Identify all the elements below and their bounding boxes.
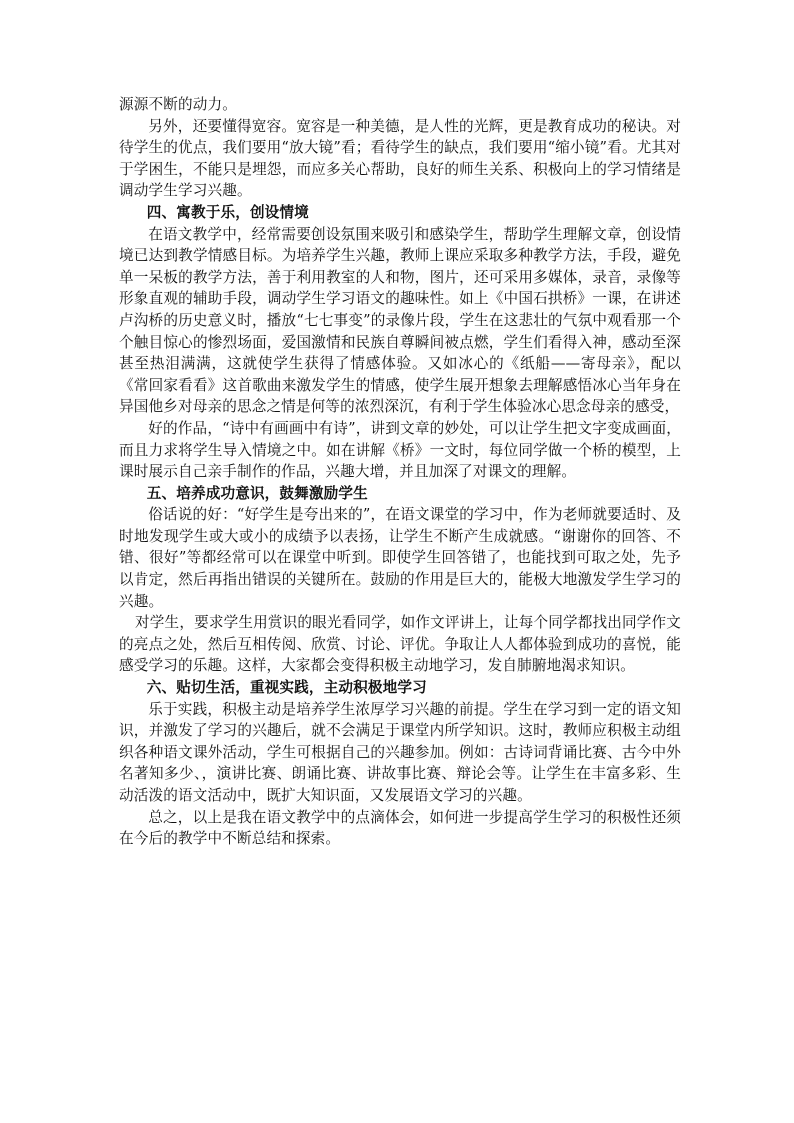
paragraph-tolerance: 另外，还要懂得宽容。宽容是一种美德，是人性的光辉，更是教育成功的秘诀。对待学生的优点，我们要用“放大镜”看；看待学生的缺点，我们要用“缩小镜”看。尤其对于学困生，不能只是埋怨，而应多关心帮助，良好的师生关系、积极向上的学习情绪是调动学生学习兴趣。 (119, 117, 681, 200)
document-body (119, 94, 681, 850)
section-heading-4: 四、寓教于乐，创设情境 (146, 203, 309, 221)
paragraph-create-situation: 在语文教学中，经常需要创设氛围来吸引和感染学生，帮助学生理解文章，创设情境已达到教学情感目标。为培养学生兴趣，教师上课应采取多种教学方法，手段，避免单一呆板的教学方法，善于利用教室的人和物，图片，还可采用多媒体，录音，录像等形象直观的辅助手段，调动学生学习语文的趣味性。如上《中国石拱桥》一课，在讲述卢沟桥的历史意义时，播放“七七事变”的录像片段，学生在这悲壮的气氛中观看那一个个触目惊心的惨烈场面，爱国激情和民族自尊瞬间被点燃，学生们看得入神，感动至深甚至热泪满满，这就使学生获得了情感体验。又如冰心的《纸船——寄母亲》，配以《常回家看看》这首歌曲来激发学生的情感，使学生展开想象去理解感悟冰心当年身在异国他乡对母亲的思念之情是何等的浓烈深沉，有利于学生体验冰心思念母亲的感受， (119, 225, 681, 416)
section-heading-5: 五、培养成功意识，鼓舞激励学生 (146, 484, 368, 502)
paragraph-practice: 乐于实践，积极主动是培养学生浓厚学习兴趣的前提。学生在学习到一定的语文知识，并激发了学习的兴趣后，就不会满足于课堂内所学知识。这时，教师应积极主动组织各种语文课外活动，学生可根据自己的兴趣参加。例如：古诗词背诵比赛、古今中外名著知多少、，演讲比赛、朗诵比赛、讲故事比赛、辩论会等。让学生在丰富多彩、生动活泼的语文活动中，既扩大知识面，又发展语文学习的兴趣。 (119, 700, 681, 804)
paragraph-appreciation: 对学生，要求学生用赏识的眼光看同学，如作文评讲上，让每个同学都找出同学作文的亮点之处，然后互相传阅、欣赏、讨论、评优。争取让人人都体验到成功的喜悦，能感受学习的乐趣。这样，大家都会变得积极主动地学习，发自肺腑地渴求知识。 (119, 614, 681, 675)
paragraph-praise: 俗话说的好：“好学生是夸出来的”，在语文课堂的学习中，作为老师就要适时、及时地发现学生或大或小的成绩予以表扬，让学生不断产生成就感。“谢谢你的回答、不错、很好”等都经常可以在课堂中听到。即使学生回答错了，也能找到可取之处，先予以肯定，然后再指出错误的关键所在。鼓励的作用是巨大的，能极大地激发学生学习的兴趣。 (119, 506, 681, 610)
paragraph-good-works: 好的作品，“诗中有画画中有诗”，讲到文章的妙处，可以让学生把文字变成画面，而且力求将学生导入情境之中。如在讲解《桥》一文时，每位同学做一个桥的模型，上课时展示自己亲手制作的作品，兴趣大增，并且加深了对课文的理解。 (119, 419, 681, 481)
paragraph-conclusion: 总之，以上是我在语文教学中的点滴体会，如何进一步提高学生学习的积极性还须在今后的教学中不断总结和探索。 (119, 808, 681, 848)
section-heading-6: 六、贴切生活，重视实践，主动积极地学习 (146, 679, 427, 697)
paragraph-continuation: 源源不断的动力。 (119, 96, 237, 113)
